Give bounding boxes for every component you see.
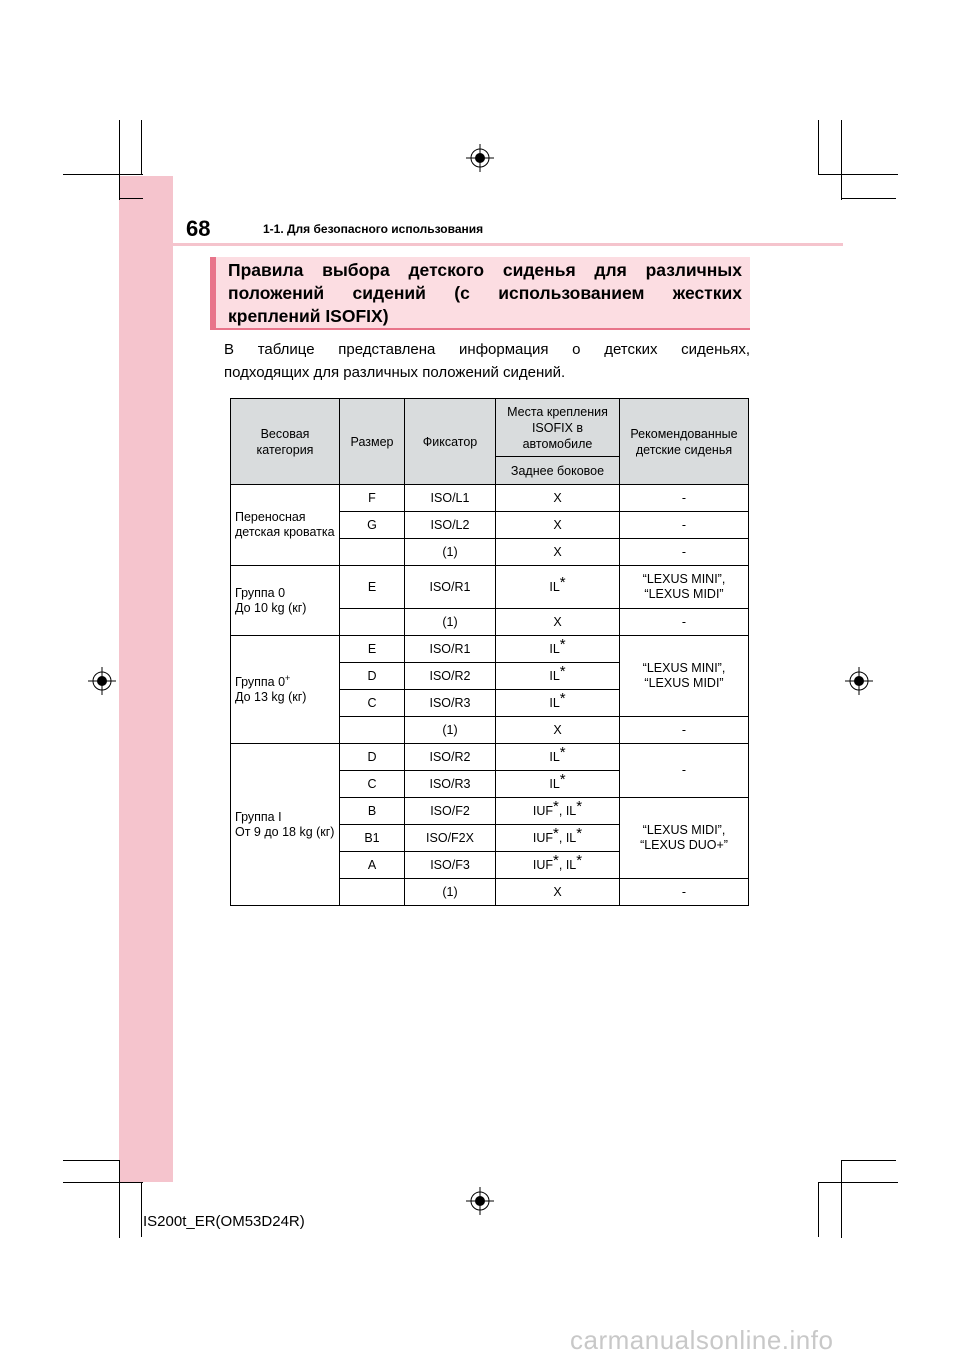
page-title bbox=[210, 257, 750, 330]
page-number: 68 bbox=[186, 216, 211, 241]
title-line: положений сидений (с использованием жестких bbox=[228, 283, 742, 303]
cell-recommended: “LEXUS MINI”, “LEXUS MIDI” bbox=[620, 636, 749, 717]
header-divider bbox=[119, 243, 843, 246]
cell-recommended: “LEXUS MINI”, “LEXUS MIDI” bbox=[620, 566, 749, 609]
asterisk: * bbox=[559, 689, 566, 707]
group-carrycot: Переносная детская кроватка bbox=[231, 485, 340, 566]
crop-mark bbox=[841, 198, 896, 199]
intro-line: подходящих для различных положений сидений. bbox=[224, 364, 566, 381]
cell-fixture: (1) bbox=[405, 717, 496, 744]
group-1: Группа I От 9 до 18 kg (кг) bbox=[231, 744, 340, 906]
cell-size: C bbox=[340, 690, 405, 717]
cell-size bbox=[340, 609, 405, 636]
cell-fixture: ISO/R3 bbox=[405, 771, 496, 798]
header-weight: Весовая категория bbox=[231, 399, 340, 485]
table-row bbox=[231, 744, 749, 771]
group-weight: До 13 kg (кг) bbox=[235, 689, 307, 704]
cell-fixture: (1) bbox=[405, 879, 496, 906]
cell-size bbox=[340, 879, 405, 906]
cell-recommended: - bbox=[620, 609, 749, 636]
cell-position bbox=[496, 825, 620, 852]
crop-mark bbox=[63, 174, 143, 175]
document-code: IS200t_ER(OM53D24R) bbox=[143, 1213, 305, 1230]
cell-position: X bbox=[496, 879, 620, 906]
position-text: , IL bbox=[558, 857, 577, 872]
cell-fixture: ISO/R2 bbox=[405, 744, 496, 771]
crop-mark bbox=[818, 174, 898, 175]
header-fixture: Фиксатор bbox=[405, 399, 496, 485]
cell-recommended: - bbox=[620, 512, 749, 539]
position-text: , IL bbox=[558, 830, 577, 845]
cell-size: E bbox=[340, 566, 405, 609]
section-title: 1-1. Для безопасного использования bbox=[263, 222, 484, 236]
cell-position bbox=[496, 566, 620, 609]
asterisk: * bbox=[559, 743, 566, 761]
cell-position bbox=[496, 771, 620, 798]
crop-mark bbox=[141, 1182, 142, 1237]
position-text: IUF bbox=[532, 857, 554, 872]
crop-mark bbox=[63, 1182, 143, 1183]
title-line: Правила выбора детского сиденья для различных bbox=[228, 260, 742, 280]
crop-mark bbox=[818, 1182, 819, 1237]
cell-fixture: ISO/L2 bbox=[405, 512, 496, 539]
cell-position: X bbox=[496, 485, 620, 512]
cell-size: G bbox=[340, 512, 405, 539]
cell-fixture: ISO/R1 bbox=[405, 636, 496, 663]
crop-mark bbox=[63, 1160, 120, 1161]
cell-fixture: ISO/R3 bbox=[405, 690, 496, 717]
crop-mark bbox=[818, 120, 819, 175]
cell-recommended: - bbox=[620, 879, 749, 906]
cell-recommended: “LEXUS MIDI”, “LEXUS DUO+” bbox=[620, 798, 749, 879]
cell-fixture: (1) bbox=[405, 609, 496, 636]
group-0: Группа 0 До 10 kg (кг) bbox=[231, 566, 340, 636]
cell-size: F bbox=[340, 485, 405, 512]
cell-size: E bbox=[340, 636, 405, 663]
cell-size: D bbox=[340, 663, 405, 690]
table-row bbox=[231, 485, 749, 512]
cell-fixture: (1) bbox=[405, 539, 496, 566]
cell-fixture: ISO/R1 bbox=[405, 566, 496, 609]
cell-position bbox=[496, 798, 620, 825]
cell-position: X bbox=[496, 539, 620, 566]
crop-mark bbox=[141, 120, 142, 175]
cell-fixture: ISO/F2X bbox=[405, 825, 496, 852]
isofix-table bbox=[230, 398, 749, 906]
crop-mark bbox=[841, 1160, 842, 1238]
asterisk: * bbox=[559, 573, 566, 591]
registration-mark-icon bbox=[466, 1187, 494, 1215]
crop-mark bbox=[119, 120, 120, 200]
header-recommended: Рекомендованные детские сиденья bbox=[620, 399, 749, 485]
cell-size: A bbox=[340, 852, 405, 879]
cell-position bbox=[496, 744, 620, 771]
asterisk: * bbox=[576, 797, 583, 815]
crop-mark bbox=[841, 1160, 896, 1161]
cell-position bbox=[496, 690, 620, 717]
position-text: IUF bbox=[532, 830, 554, 845]
table-row bbox=[231, 636, 749, 663]
cell-position: X bbox=[496, 609, 620, 636]
position-text: IL bbox=[549, 641, 560, 656]
asterisk: * bbox=[553, 824, 559, 842]
cell-position: X bbox=[496, 717, 620, 744]
cell-fixture: ISO/F2 bbox=[405, 798, 496, 825]
position-text: IL bbox=[549, 776, 560, 791]
registration-mark-icon bbox=[88, 667, 116, 695]
title-line: креплений ISOFIX) bbox=[228, 306, 389, 326]
cell-fixture: ISO/F3 bbox=[405, 852, 496, 879]
cell-size bbox=[340, 717, 405, 744]
header-size: Размер bbox=[340, 399, 405, 485]
cell-position bbox=[496, 636, 620, 663]
crop-mark bbox=[119, 198, 143, 199]
cell-size: C bbox=[340, 771, 405, 798]
crop-mark bbox=[119, 1160, 120, 1238]
cell-size bbox=[340, 539, 405, 566]
asterisk: * bbox=[576, 851, 583, 869]
position-text: IL bbox=[549, 695, 560, 710]
position-text: IL bbox=[549, 579, 560, 594]
asterisk: * bbox=[553, 851, 559, 869]
cell-recommended: - bbox=[620, 717, 749, 744]
side-color-bar bbox=[119, 176, 173, 1182]
asterisk: * bbox=[576, 824, 583, 842]
asterisk: * bbox=[559, 662, 566, 680]
crop-mark bbox=[841, 120, 842, 200]
cell-recommended: - bbox=[620, 485, 749, 512]
cell-recommended: - bbox=[620, 744, 749, 798]
group-label: Группа 0 bbox=[235, 674, 286, 689]
watermark: carmanualsonline.info bbox=[570, 1325, 834, 1355]
crop-mark bbox=[818, 1182, 898, 1183]
header-rear-side: Заднее боковое bbox=[496, 457, 620, 485]
intro-paragraph bbox=[224, 338, 750, 384]
table-row bbox=[231, 566, 749, 609]
registration-mark-icon bbox=[845, 667, 873, 695]
cell-position bbox=[496, 663, 620, 690]
cell-size: B bbox=[340, 798, 405, 825]
cell-recommended: - bbox=[620, 539, 749, 566]
cell-size: D bbox=[340, 744, 405, 771]
cell-size: B1 bbox=[340, 825, 405, 852]
asterisk: * bbox=[559, 770, 566, 788]
asterisk: * bbox=[553, 797, 559, 815]
position-text: IL bbox=[549, 668, 560, 683]
registration-mark-icon bbox=[466, 144, 494, 172]
position-text: , IL bbox=[558, 803, 577, 818]
cell-position: X bbox=[496, 512, 620, 539]
cell-fixture: ISO/L1 bbox=[405, 485, 496, 512]
header-isofix-positions: Места крепления ISOFIX в автомобиле bbox=[496, 399, 620, 457]
position-text: IUF bbox=[532, 803, 554, 818]
asterisk: * bbox=[559, 635, 566, 653]
group-superscript: + bbox=[285, 672, 291, 683]
intro-line: В таблице представлена информация о детских сиденьях, bbox=[224, 341, 750, 358]
group-0-plus bbox=[231, 636, 340, 744]
cell-position bbox=[496, 852, 620, 879]
position-text: IL bbox=[549, 749, 560, 764]
cell-fixture: ISO/R2 bbox=[405, 663, 496, 690]
